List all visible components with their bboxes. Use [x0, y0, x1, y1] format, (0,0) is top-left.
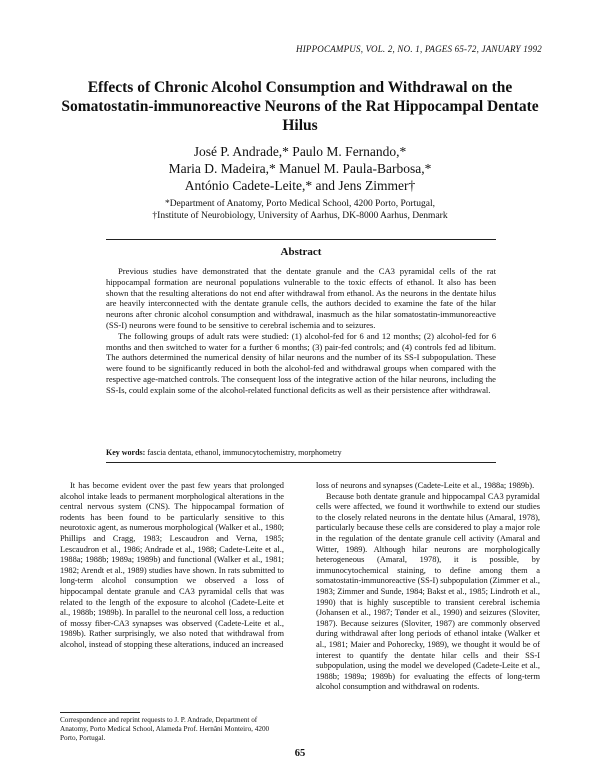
body-paragraph-continued: loss of neurons and synapses (Cadete-Leite et al., 1988a; 1989b).: [316, 481, 535, 490]
body-paragraph-2: Because both dentate granule and hippocampal CA3 pyramidal cells were affected, we found it worthwhile to extend our studies to the closely related neurons in the dentate hilus (Amaral, 1978), particularly because these cells are considered to play a major role in the regulation of the dentate granule cell activity (Amaral and Witter, 1989). Although hilar neurons are morphologically heterogeneous (Amaral, 1978), it is possible, by immunocytochemical staining, to define among them a somatostatin-immunoreactive (SS-I) subpopulation (Zimmer et al., 1983; Zimmer and Sunde, 1984; Bakst et al., 1985; Lindroth et al., 1990) that is highly susceptible to transient cerebral ischemia (Johansen et al., 1987; Tønder et al., 1990) and seizures (Sloviter, 1987). Because seizures (Sloviter, 1987) are commonly observed during withdrawal after long periods of ethanol intake (Walker et al., 1981; Maier and Pohorecky, 1989), we thought it would be of interest to quantify the dentate hilar cells and their SS-I subpopulation, using the model we developed (Cadete-Leite et al., 1988b; 1989a; 1989b) for evaluating the effects of long-term alcohol consumption and withdrawal on rodents.: [316, 491, 540, 692]
keywords-text: fascia dentata, ethanol, immunocytochemistry, morphometry: [147, 448, 342, 457]
correspondence-footnote: Correspondence and reprint requests to J. P. Andrade, Department of Anatomy, Porto Medical School, Alameda Prof. Hernâni Monteiro, 4200 Porto, Portugal.: [60, 716, 270, 742]
affiliation-2: †Institute of Neurobiology, University of Aarhus, DK-8000 Aarhus, Denmark: [152, 211, 448, 221]
body-paragraph-intro: It has become evident over the past few years that prolonged alcohol intake leads to permanent morphological alterations in the central nervous system (CNS). The hippocampal formation of rodents has been found to be particularly sensitive to this neurotoxic agent, as numerous morphological (Walker et al., 1980; Phillips and Cragg, 1983; Lescaudron and Verna, 1985; Lescaudron et al., 1986; Andrade et al., 1988; Cadete-Leite et al., 1988a; 1988b; 1989a; 1989b) and functional (Walker et al., 1981; 1982; Arendt et al., 1989) studies have shown. In rats submitted to long-term alcohol consumption we observed a loss of hippocampal dentate granule and CA3 pyramidal cells that was related to the length of the exposure to alcohol (Cadete-Leite et al., 1988b; 1989b). In parallel to the neuronal cell loss, a reduction of mossy fiber-CA3 synapses was observed (Cadete-Leite et al., 1989b). Rather surprisingly, we also noted that withdrawal from alcohol, instead of stopping these alterations, induced an increased: [60, 481, 284, 649]
journal-header-text: HIPPOCAMPUS, VOL. 2, NO. 1, PAGES 65-72, JANUARY 1992: [296, 44, 542, 54]
abstract-top-rule: [106, 239, 496, 240]
author-line-2: Maria D. Madeira,* Manuel M. Paula-Barbosa,*: [168, 161, 432, 176]
abstract-bottom-rule: [106, 462, 496, 463]
keywords-label: Key words:: [106, 448, 146, 457]
author-list: [60, 143, 540, 194]
article-title: Effects of Chronic Alcohol Consumption and Withdrawal on the Somatostatin-immunoreactive Neurons of the Rat Hippocampal Dentate Hilus: [61, 79, 539, 134]
author-line-1: José P. Andrade,* Paulo M. Fernando,*: [193, 144, 407, 159]
footnote-rule: [60, 712, 140, 713]
page-number: 65: [294, 748, 306, 759]
abstract-paragraph-1: Previous studies have demonstrated that the dentate granule and the CA3 pyramidal cells of the rat hippocampal formation are neuronal populations vulnerable to the toxic effects of ethanol. It also has been shown that the resulting alterations do not end after withdrawal from ethanol. As the neurons in the dentate hilus are heavily interconnected with the dentate granule cells, the authors decided to examine the fate of the hilar neurons after chronic alcohol consumption and withdrawal, inasmuch as the hilar somatostatin-immunoreactive (SS-I) neurons were found to be sensitive to cerebral ischemia and to seizures.: [106, 266, 496, 330]
keywords-line: [106, 448, 496, 457]
abstract-paragraph-2: The following groups of adult rats were studied: (1) alcohol-fed for 6 and 12 months; (2) alcohol-fed for 6 months and then switched to water for a further 6 months; (3) pair-fed controls; and (4) controls fed ad libitum. The authors determined the numerical density of hilar neurons and the number of its SS-I subpopulation. These were found to be significantly reduced in both the alcohol-fed and withdrawal groups when compared with the respective age-matched controls. The consequent loss of the integrative action of the hilar neurons, including the SS-Is, could explain some of the alcohol-related functional deficits as well as their persistence after withdrawal.: [106, 330, 496, 395]
body-column-right: [316, 481, 540, 693]
journal-header: [296, 44, 542, 54]
body-column-left: [60, 481, 284, 651]
affiliations: [60, 198, 540, 222]
abstract-heading: Abstract: [280, 246, 322, 258]
affiliation-1: *Department of Anatomy, Porto Medical School, 4200 Porto, Portugal,: [164, 199, 436, 209]
author-line-3: António Cadete-Leite,* and Jens Zimmer†: [184, 178, 416, 193]
abstract-body: [106, 266, 496, 396]
